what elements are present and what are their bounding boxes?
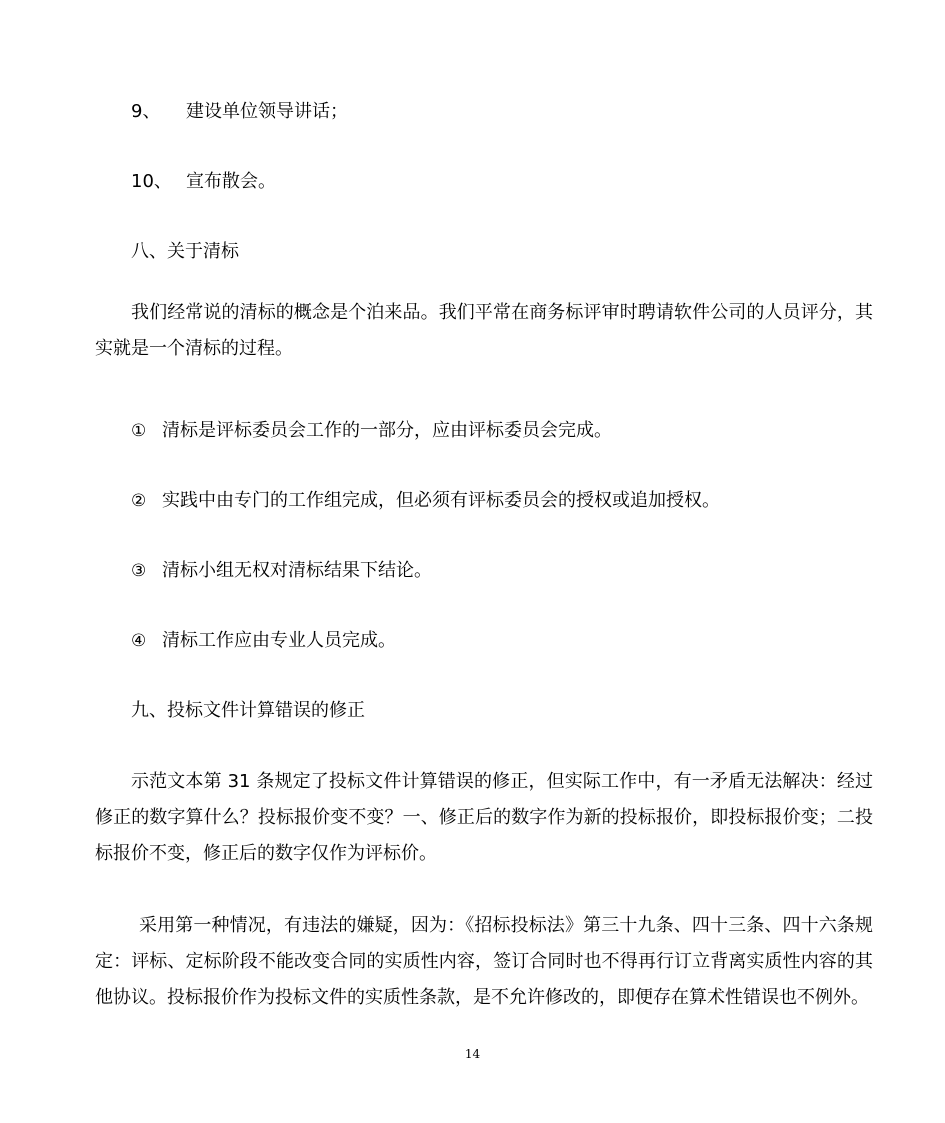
paragraph: 我们经常说的清标的概念是个泊来品。我们平常在商务标评审时聘请软件公司的人员评分，其实就是一个清标的过程。 (95, 302, 873, 359)
section-heading: 八、关于清标 (131, 241, 239, 262)
list-item: 清标是评标委员会工作的一部分，应由评标委员会完成。 (162, 420, 612, 441)
list-marker: ① (131, 421, 147, 441)
page-number: 14 (464, 1047, 481, 1061)
list-item: 清标工作应由专业人员完成。 (162, 630, 396, 651)
agenda-item: 建设单位领导讲话； (186, 101, 348, 122)
list-marker: ③ (131, 561, 147, 581)
agenda-number: 9、 (131, 101, 161, 122)
section-heading: 九、投标文件计算错误的修正 (131, 700, 365, 721)
list-item: 实践中由专门的工作组完成，但必须有评标委员会的授权或追加授权。 (162, 490, 720, 511)
paragraph: 采用第一种情况，有违法的嫌疑，因为：《招标投标法》第三十九条、四十三条、四十六条规定：评标、定标阶段不能改变合同的实质性内容，签订合同时也不得再行订立背离实质性内容的其他协议。投标报价作为投标文件的实质性条款，是不允许修改的，即便存在算术性错误也不例外。 (95, 915, 873, 1008)
list-marker: ④ (131, 631, 147, 651)
list-marker: ② (131, 491, 147, 511)
agenda-item: 宣布散会。 (186, 171, 276, 192)
agenda-number: 10、 (131, 171, 172, 192)
paragraph: 示范文本第 31 条规定了投标文件计算错误的修正，但实际工作中，有一矛盾无法解决：经过修正的数字算什么？投标报价变不变？一、修正后的数字作为新的投标报价，即投标报价变；二投标报价不变，修正后的数字仅作为评标价。 (95, 771, 873, 864)
list-item: 清标小组无权对清标结果下结论。 (162, 560, 432, 581)
